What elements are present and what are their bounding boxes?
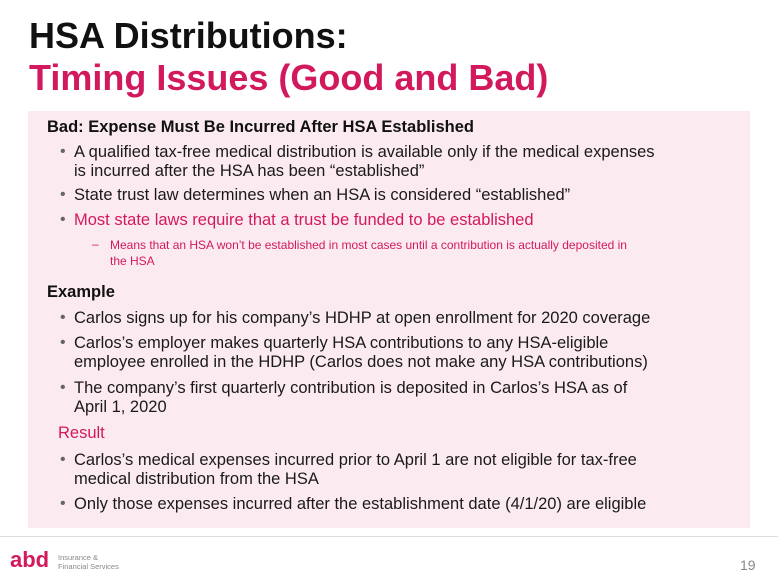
bullet-icon: • xyxy=(60,186,66,203)
bad-heading: Bad: Expense Must Be Incurred After HSA Established xyxy=(47,118,474,136)
dash-icon: – xyxy=(92,237,99,251)
slide-title-line1: HSA Distributions: xyxy=(29,15,348,56)
logo-caption: Insurance & Financial Services xyxy=(58,553,119,571)
logo-wordmark: abd xyxy=(10,547,50,571)
example-bullet-2: Carlos’s employer makes quarterly HSA contributions to any HSA-eligible employee enrolled in the HDHP (Carlos does not make any HSA contributions) xyxy=(74,334,648,371)
bullet-icon: • xyxy=(60,379,66,396)
result-bullet-2: Only those expenses incurred after the establishment date (4/1/20) are eligible xyxy=(74,495,647,513)
bullet-icon: • xyxy=(60,451,66,468)
footer-divider xyxy=(0,536,778,537)
example-heading: Example xyxy=(47,283,115,301)
bullet-icon: • xyxy=(60,309,66,326)
bad-bullet-1: A qualified tax-free medical distribution is available only if the medical expenses is incurred after the HSA has been “established” xyxy=(74,143,655,180)
company-logo xyxy=(10,547,56,571)
bullet-icon: • xyxy=(60,143,66,160)
example-bullet-3: The company’s first quarterly contribution is deposited in Carlos’s HSA as of April 1, 2020 xyxy=(74,379,628,416)
slide-title-line2: Timing Issues (Good and Bad) xyxy=(29,57,549,98)
bullet-icon: • xyxy=(60,495,66,512)
bullet-icon: • xyxy=(60,334,66,351)
result-label: Result xyxy=(58,424,105,442)
result-bullet-1: Carlos’s medical expenses incurred prior to April 1 are not eligible for tax-free medical distribution from the HSA xyxy=(74,451,637,488)
bad-sub-bullet: Means that an HSA won’t be established in most cases until a contribution is actually deposited in the HSA xyxy=(110,238,627,268)
example-bullet-1: Carlos signs up for his company’s HDHP at open enrollment for 2020 coverage xyxy=(74,309,651,327)
bad-bullet-3: Most state laws require that a trust be funded to be established xyxy=(74,211,534,229)
bullet-icon: • xyxy=(60,211,66,228)
page-number: 19 xyxy=(740,557,756,573)
bad-bullet-2: State trust law determines when an HSA is considered “established” xyxy=(74,186,571,204)
